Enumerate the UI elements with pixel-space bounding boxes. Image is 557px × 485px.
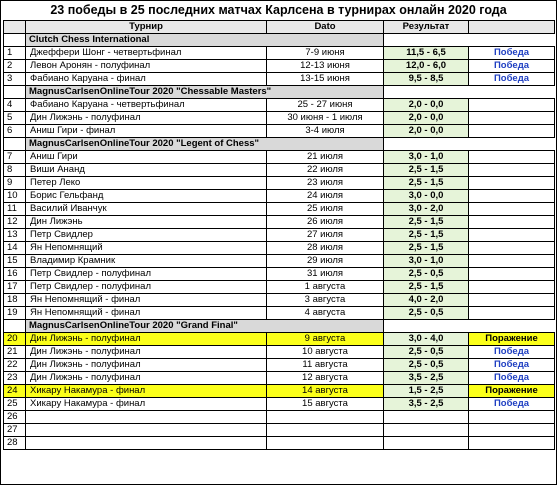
- date-cell: 14 августа: [267, 385, 384, 398]
- opponent-cell: [26, 411, 267, 424]
- row-number-cell: [4, 34, 26, 47]
- section-row: [4, 86, 555, 99]
- blank-cell: [384, 34, 469, 47]
- opponent-cell: Ян Непомнящий - финал: [26, 307, 267, 320]
- result-cell: [469, 242, 555, 255]
- opponent-cell: Левон Аронян - полуфинал: [26, 60, 267, 73]
- date-cell: 28 июля: [267, 242, 384, 255]
- row-number-cell: 1: [4, 47, 26, 60]
- score-cell: 2,5 - 0,5: [384, 307, 469, 320]
- result-cell: Победа: [469, 47, 555, 60]
- result-cell: [469, 229, 555, 242]
- row-number-cell: 22: [4, 359, 26, 372]
- opponent-cell: Дин Лижэнь - полуфинал: [26, 372, 267, 385]
- date-cell: 25 - 27 июня: [267, 99, 384, 112]
- page-title: 23 победы в 25 последних матчах Карлсена в турнирах онлайн 2020 года: [50, 3, 507, 17]
- date-cell: 21 июля: [267, 151, 384, 164]
- date-cell: 26 июля: [267, 216, 384, 229]
- blank-cell: [469, 34, 555, 47]
- date-cell: [267, 424, 384, 437]
- opponent-cell: Хикару Накамура - финал: [26, 398, 267, 411]
- table-row: [4, 164, 555, 177]
- opponent-cell: Дин Лижэнь: [26, 216, 267, 229]
- table-row: [4, 112, 555, 125]
- date-cell: 31 июля: [267, 268, 384, 281]
- score-cell: 3,0 - 0,0: [384, 190, 469, 203]
- row-number-cell: 10: [4, 190, 26, 203]
- result-cell: Победа: [469, 398, 555, 411]
- loss-row: [4, 333, 555, 346]
- opponent-cell: Аниш Гири - финал: [26, 125, 267, 138]
- blank-cell: [469, 86, 555, 99]
- date-cell: 3 августа: [267, 294, 384, 307]
- table-row: [4, 268, 555, 281]
- opponent-cell: Фабиано Каруана - финал: [26, 73, 267, 86]
- date-cell: [267, 437, 384, 450]
- table-row: [4, 294, 555, 307]
- result-cell: [469, 424, 555, 437]
- date-cell: 10 августа: [267, 346, 384, 359]
- section-row: [4, 320, 555, 333]
- row-number-cell: [4, 86, 26, 99]
- score-cell: [384, 411, 469, 424]
- row-number-cell: 13: [4, 229, 26, 242]
- result-cell: [469, 294, 555, 307]
- row-number-cell: 5: [4, 112, 26, 125]
- date-cell: 23 июля: [267, 177, 384, 190]
- score-cell: [384, 437, 469, 450]
- row-number-cell: 8: [4, 164, 26, 177]
- result-cell: Победа: [469, 346, 555, 359]
- row-number-cell: 26: [4, 411, 26, 424]
- score-cell: 2,0 - 0,0: [384, 112, 469, 125]
- date-cell: 24 июля: [267, 190, 384, 203]
- score-cell: 2,5 - 0,5: [384, 359, 469, 372]
- result-cell: [469, 177, 555, 190]
- row-number-cell: [4, 138, 26, 151]
- date-cell: 9 августа: [267, 333, 384, 346]
- row-number-cell: 24: [4, 385, 26, 398]
- opponent-cell: Петр Свидлер - полуфинал: [26, 268, 267, 281]
- table-row: [4, 203, 555, 216]
- opponent-cell: Фабиано Каруана - четвертьфинал: [26, 99, 267, 112]
- opponent-cell: Петр Свидлер: [26, 229, 267, 242]
- score-cell: 1,5 - 2,5: [384, 385, 469, 398]
- result-cell: [469, 268, 555, 281]
- date-cell: 3-4 июля: [267, 125, 384, 138]
- table-header-row: [4, 21, 555, 34]
- row-number-cell: 23: [4, 372, 26, 385]
- table-row: [4, 372, 555, 385]
- score-cell: 11,5 - 6,5: [384, 47, 469, 60]
- score-cell: 3,0 - 2,0: [384, 203, 469, 216]
- blank-cell: [384, 320, 469, 333]
- score-cell: 12,0 - 6,0: [384, 60, 469, 73]
- date-cell: 27 июля: [267, 229, 384, 242]
- table-row: [4, 242, 555, 255]
- blank-cell: [384, 86, 469, 99]
- opponent-cell: [26, 424, 267, 437]
- result-cell: Победа: [469, 73, 555, 86]
- section-row: [4, 138, 555, 151]
- blank-cell: [469, 138, 555, 151]
- loss-row: [4, 385, 555, 398]
- empty-row: [4, 437, 555, 450]
- table-body: [4, 34, 555, 450]
- score-cell: 2,5 - 1,5: [384, 164, 469, 177]
- row-number-cell: 4: [4, 99, 26, 112]
- result-cell: Поражение: [469, 333, 555, 346]
- date-cell: 29 июля: [267, 255, 384, 268]
- section-title: MagnusCarlsenOnlineTour 2020 "Legent of Chess": [26, 138, 384, 151]
- result-cell: [469, 281, 555, 294]
- date-cell: 25 июля: [267, 203, 384, 216]
- opponent-cell: Ян Непомнящий - финал: [26, 294, 267, 307]
- date-cell: 15 августа: [267, 398, 384, 411]
- score-cell: 4,0 - 2,0: [384, 294, 469, 307]
- score-cell: 3,0 - 1,0: [384, 151, 469, 164]
- score-cell: 2,5 - 0,5: [384, 268, 469, 281]
- opponent-cell: Дин Лижэнь - полуфинал: [26, 346, 267, 359]
- result-cell: Поражение: [469, 385, 555, 398]
- score-cell: 2,5 - 1,5: [384, 242, 469, 255]
- date-cell: 13-15 июня: [267, 73, 384, 86]
- date-cell: 12-13 июня: [267, 60, 384, 73]
- opponent-cell: Василий Иванчук: [26, 203, 267, 216]
- date-cell: 1 августа: [267, 281, 384, 294]
- opponent-cell: Дин Лижэнь - полуфинал: [26, 333, 267, 346]
- blank-cell: [469, 320, 555, 333]
- row-number-cell: 11: [4, 203, 26, 216]
- opponent-cell: Борис Гельфанд: [26, 190, 267, 203]
- column-header-tournament: Турнир: [26, 21, 267, 34]
- blank-cell: [384, 138, 469, 151]
- row-number-cell: 21: [4, 346, 26, 359]
- opponent-cell: Хикару Накамура - финал: [26, 385, 267, 398]
- opponent-cell: Владимир Крамник: [26, 255, 267, 268]
- table-row: [4, 346, 555, 359]
- result-cell: Победа: [469, 372, 555, 385]
- table-row: [4, 151, 555, 164]
- row-number-cell: 16: [4, 268, 26, 281]
- empty-row: [4, 424, 555, 437]
- result-cell: [469, 307, 555, 320]
- row-number-cell: 17: [4, 281, 26, 294]
- result-cell: Победа: [469, 359, 555, 372]
- table-row: [4, 190, 555, 203]
- table-row: [4, 47, 555, 60]
- date-cell: [267, 411, 384, 424]
- row-number-cell: 18: [4, 294, 26, 307]
- opponent-cell: Ян Непомнящий: [26, 242, 267, 255]
- score-cell: 2,5 - 0,5: [384, 346, 469, 359]
- row-number-cell: [4, 320, 26, 333]
- table-row: [4, 60, 555, 73]
- opponent-cell: Виши Ананд: [26, 164, 267, 177]
- score-cell: 2,0 - 0,0: [384, 125, 469, 138]
- row-number-cell: 9: [4, 177, 26, 190]
- results-table: [3, 20, 555, 450]
- result-cell: Победа: [469, 60, 555, 73]
- table-row: [4, 307, 555, 320]
- date-cell: 22 июля: [267, 164, 384, 177]
- row-number-cell: 19: [4, 307, 26, 320]
- column-header-date: Dato: [267, 21, 384, 34]
- row-number-cell: 2: [4, 60, 26, 73]
- result-cell: [469, 411, 555, 424]
- table-row: [4, 229, 555, 242]
- date-cell: 4 августа: [267, 307, 384, 320]
- table-row: [4, 99, 555, 112]
- date-cell: 30 июня - 1 июля: [267, 112, 384, 125]
- result-cell: [469, 190, 555, 203]
- score-cell: 2,5 - 1,5: [384, 281, 469, 294]
- result-cell: [469, 437, 555, 450]
- result-cell: [469, 203, 555, 216]
- column-header-result: [469, 21, 555, 34]
- score-cell: 3,0 - 1,0: [384, 255, 469, 268]
- table-row: [4, 216, 555, 229]
- opponent-cell: Петер Леко: [26, 177, 267, 190]
- date-cell: 7-9 июня: [267, 47, 384, 60]
- opponent-cell: Джеффери Шонг - четвертьфинал: [26, 47, 267, 60]
- section-title: MagnusCarlsenOnlineTour 2020 "Grand Final": [26, 320, 384, 333]
- score-cell: [384, 424, 469, 437]
- score-cell: 3,5 - 2,5: [384, 372, 469, 385]
- row-number-cell: 27: [4, 424, 26, 437]
- score-cell: 2,0 - 0,0: [384, 99, 469, 112]
- date-cell: 12 августа: [267, 372, 384, 385]
- result-cell: [469, 216, 555, 229]
- result-cell: [469, 255, 555, 268]
- score-cell: 9,5 - 8,5: [384, 73, 469, 86]
- opponent-cell: Петр Свидлер - полуфинал: [26, 281, 267, 294]
- column-header-score: Результат: [384, 21, 469, 34]
- opponent-cell: Аниш Гири: [26, 151, 267, 164]
- result-cell: [469, 125, 555, 138]
- result-cell: [469, 151, 555, 164]
- opponent-cell: [26, 437, 267, 450]
- opponent-cell: Дин Лижэнь - полуфинал: [26, 112, 267, 125]
- table-row: [4, 398, 555, 411]
- score-cell: 3,5 - 2,5: [384, 398, 469, 411]
- row-number-cell: 15: [4, 255, 26, 268]
- score-cell: 2,5 - 1,5: [384, 177, 469, 190]
- row-number-cell: 20: [4, 333, 26, 346]
- table-row: [4, 255, 555, 268]
- column-header-number: [4, 21, 26, 34]
- result-cell: [469, 164, 555, 177]
- table-row: [4, 177, 555, 190]
- row-number-cell: 3: [4, 73, 26, 86]
- score-cell: 3,0 - 4,0: [384, 333, 469, 346]
- table-row: [4, 281, 555, 294]
- empty-row: [4, 411, 555, 424]
- date-cell: 11 августа: [267, 359, 384, 372]
- row-number-cell: 7: [4, 151, 26, 164]
- table-row: [4, 359, 555, 372]
- row-number-cell: 6: [4, 125, 26, 138]
- row-number-cell: 25: [4, 398, 26, 411]
- section-title: MagnusCarlsenOnlineTour 2020 "Chessable Masters": [26, 86, 384, 99]
- row-number-cell: 12: [4, 216, 26, 229]
- row-number-cell: 14: [4, 242, 26, 255]
- score-cell: 2,5 - 1,5: [384, 229, 469, 242]
- opponent-cell: Дин Лижэнь - полуфинал: [26, 359, 267, 372]
- result-cell: [469, 99, 555, 112]
- table-row: [4, 125, 555, 138]
- table-row: [4, 73, 555, 86]
- section-title: Clutch Chess International: [26, 34, 384, 47]
- section-row: [4, 34, 555, 47]
- row-number-cell: 28: [4, 437, 26, 450]
- result-cell: [469, 112, 555, 125]
- score-cell: 2,5 - 1,5: [384, 216, 469, 229]
